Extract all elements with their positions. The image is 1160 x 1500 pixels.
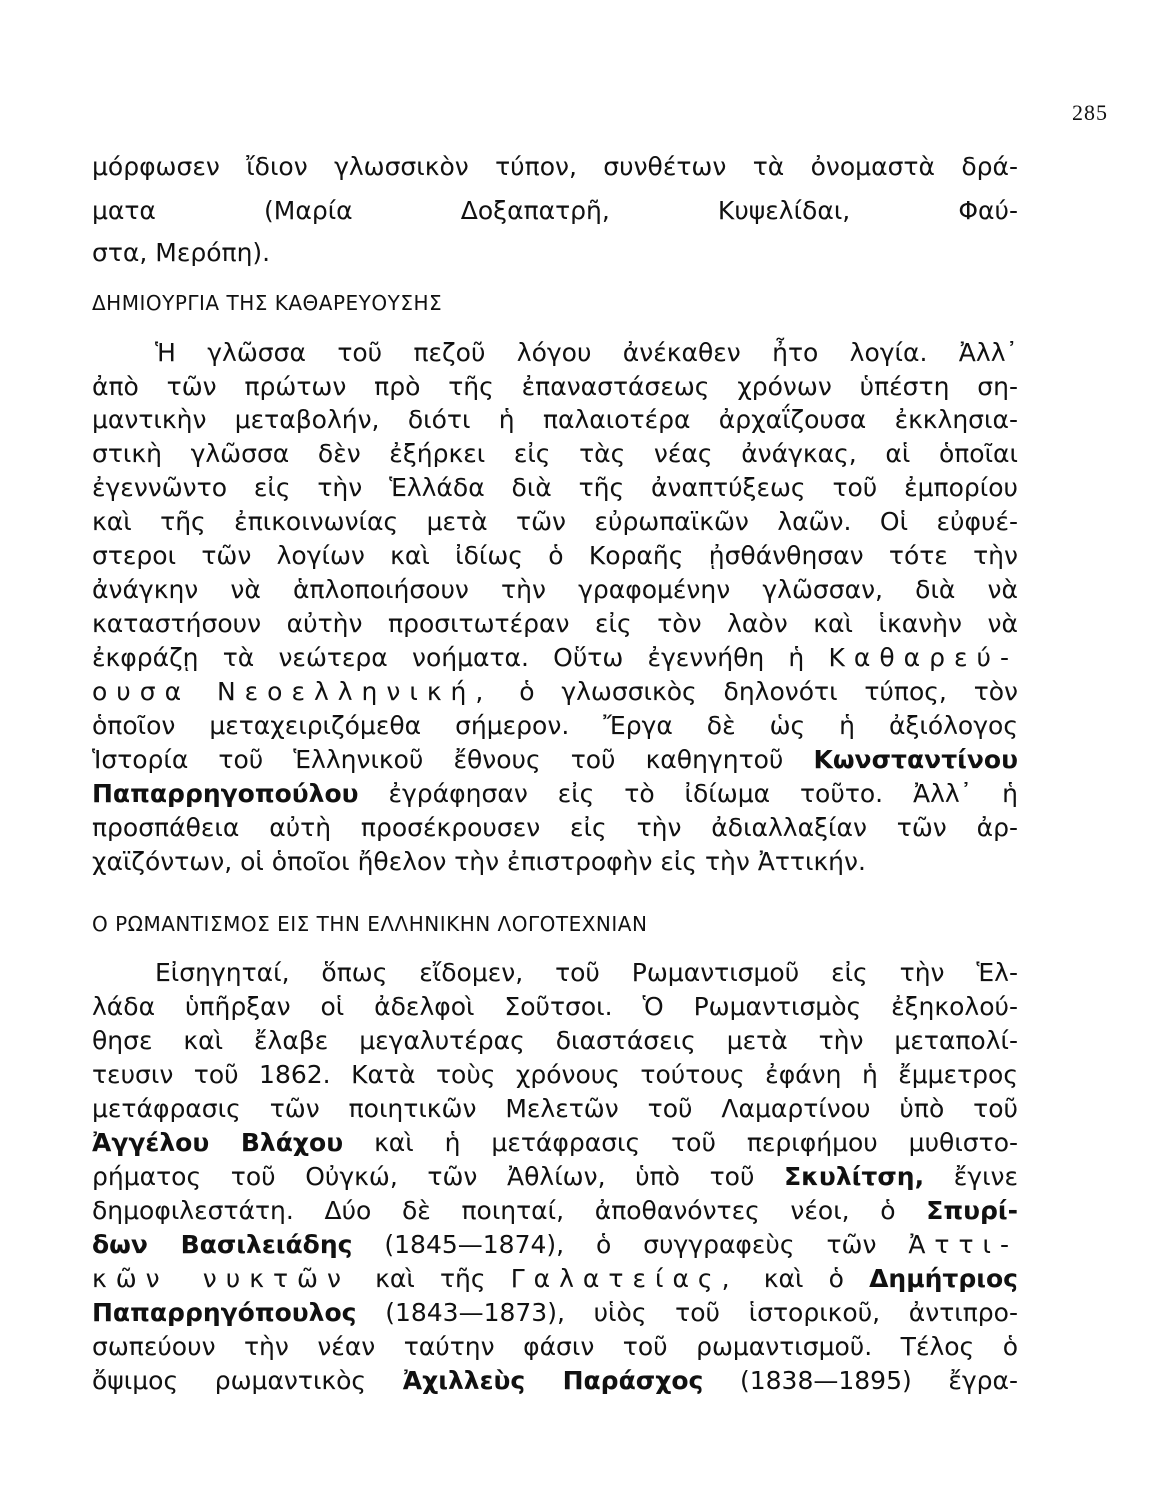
text-line: Ἡ γλῶσσα τοῦ πεζοῦ λόγου ἀνέκαθεν ἦτο λογία. Ἀλλ᾽ [155, 338, 1018, 367]
spaced-term: Γαλατείας, [510, 1264, 739, 1293]
text-line: ὁποῖον μεταχειριζόμεθα σήμερον. Ἔργα δὲ ὡς ἡ ἀξιόλογος [92, 711, 1018, 740]
bold-name: δων Βασιλειάδης [92, 1230, 353, 1259]
text-line: ἀνάγκην νὰ ἁπλοποιήσουν τὴν γραφομένην γλῶσσαν, διὰ νὰ [92, 575, 1018, 604]
text-fragment: ὁ γλωσσικὸς δηλονότι τύπος, τὸν [519, 677, 1018, 706]
text-fragment: (1843—1873), υἱὸς τοῦ ἱστορικοῦ, ἀντιπρο- [385, 1298, 1018, 1327]
text-line: μετάφρασις τῶν ποιητικῶν Μελετῶν τοῦ Λαμαρτίνου ὑπὸ τοῦ [92, 1094, 1018, 1123]
text-line: στα, Μερόπη). [92, 238, 271, 267]
bold-name: Σκυλίτση, [784, 1162, 925, 1191]
text-fragment: ἔγινε [953, 1162, 1018, 1191]
spaced-term: Νεοελληνική, [216, 677, 493, 706]
text-line: σωπεύουν τὴν νέαν ταύτην φάσιν τοῦ ρωμαντισμοῦ. Τέλος ὁ [92, 1332, 1018, 1361]
bold-name: Κωνσταντίνου [813, 745, 1018, 774]
text-line: ἀπὸ τῶν πρώτων πρὸ τῆς ἐπαναστάσεως χρόνων ὑπέστη ση- [92, 372, 1018, 401]
text-line: Εἰσηγηταί, ὅπως εἴδομεν, τοῦ Ρωμαντισμοῦ εἰς τὴν Ἑλ- [155, 958, 1018, 987]
bold-name: Σπυρί- [926, 1196, 1018, 1225]
section-heading: ΔΗΜΙΟΥΡΓΙΑ ΤΗΣ ΚΑΘΑΡΕΥΟΥΣΗΣ [92, 291, 443, 315]
bold-name: Ἀγγέλου Βλάχου [92, 1128, 344, 1157]
text-line [92, 675, 1018, 709]
spaced-term: ουσα [92, 677, 191, 706]
text-line [92, 1296, 1018, 1330]
text-line [92, 1160, 1018, 1194]
text-fragment: ἐκφράζῃ τὰ νεώτερα νοήματα. Οὕτω ἐγεννήθη ἡ [92, 643, 805, 672]
text-line [92, 1228, 1018, 1262]
text-line [92, 743, 1018, 777]
text-line [92, 1364, 1018, 1398]
text-line: ματα (Μαρία Δοξαπατρῆ, Κυψελίδαι, Φαύ- [92, 196, 1018, 225]
text-fragment: (1838—1895) ἔγρα- [739, 1366, 1018, 1395]
text-line [92, 1194, 1018, 1228]
spaced-term: Ἀττι- [908, 1230, 1018, 1259]
text-fragment: ὄψιμος ρωμαντικὸς [92, 1366, 367, 1395]
text-fragment: καὶ ὁ [763, 1264, 844, 1293]
text-line: στικὴ γλῶσσα δὲν ἐξήρκει εἰς τὰς νέας ἀνάγκας, αἱ ὁποῖαι [92, 439, 1018, 468]
bold-name: Δημήτριος [869, 1264, 1018, 1293]
text-fragment: (1845—1874), ὁ συγγραφεὺς τῶν [384, 1230, 877, 1259]
text-line [92, 1126, 1018, 1160]
bold-name: Ἀχιλλεὺς Παράσχος [402, 1366, 704, 1395]
text-fragment: καὶ τῆς [375, 1264, 486, 1293]
text-line: καὶ τῆς ἐπικοινωνίας μετὰ τῶν εὐρωπαϊκῶν λαῶν. Οἱ εὐφυέ- [92, 507, 1018, 536]
text-fragment: δημοφιλεστάτη. Δύο δὲ ποιηταί, ἀποθανόντες νέοι, ὁ [92, 1196, 896, 1225]
text-line [92, 777, 1018, 811]
section-heading: Ο ΡΩΜΑΝΤΙΣΜΟΣ ΕΙΣ ΤΗΝ ΕΛΛΗΝΙΚΗΝ ΛΟΓΟΤΕΧΝΙΑΝ [92, 912, 648, 936]
text-fragment: καὶ ἡ μετάφρασις τοῦ περιφήμου μυθιστο- [374, 1128, 1018, 1157]
page-number: 285 [1072, 100, 1108, 125]
text-line: μόρφωσεν ἴδιον γλωσσικὸν τύπον, συνθέτων τὰ ὀνομαστὰ δρά- [92, 152, 1018, 181]
text-fragment: ἐγράφησαν εἰς τὸ ἰδίωμα τοῦτο. Ἀλλ᾽ ἡ [388, 779, 1018, 808]
bold-name: Παπαρρηγόπουλος [92, 1298, 357, 1327]
spaced-term: Καθαρεύ- [828, 643, 1018, 672]
text-fragment: ρήματος τοῦ Οὐγκώ, τῶν Ἀθλίων, ὑπὸ τοῦ [92, 1162, 755, 1191]
bold-name: Παπαρρηγοπούλου [92, 779, 359, 808]
text-line: λάδα ὑπῆρξαν οἱ ἀδελφοὶ Σοῦτσοι. Ὁ Ρωμαντισμὸς ἐξηκολού- [92, 992, 1018, 1021]
text-line: μαντικὴν μεταβολήν, διότι ἡ παλαιοτέρα ἀρχαΐζουσα ἐκκλησια- [92, 405, 1018, 434]
text-line: προσπάθεια αὐτὴ προσέκρουσεν εἰς τὴν ἀδιαλλαξίαν τῶν ἀρ- [92, 813, 1018, 842]
text-line: ἐγεννῶντο εἰς τὴν Ἑλλάδα διὰ τῆς ἀναπτύξεως τοῦ ἐμπορίου [92, 473, 1018, 502]
spaced-term: κῶν νυκτῶν [92, 1264, 350, 1293]
text-line: στεροι τῶν λογίων καὶ ἰδίως ὁ Κοραῆς ᾐσθάνθησαν τότε τὴν [92, 541, 1018, 570]
text-fragment: Ἱστορία τοῦ Ἑλληνικοῦ ἔθνους τοῦ καθηγητοῦ [92, 745, 784, 774]
text-line [92, 194, 1018, 228]
text-line: καταστήσουν αὐτὴν προσιτωτέραν εἰς τὸν λαὸν καὶ ἱκανὴν νὰ [92, 609, 1018, 638]
text-line [92, 1262, 1018, 1296]
text-line [92, 641, 1018, 675]
text-line: χαϊζόντων, οἱ ὁποῖοι ἤθελον τὴν ἐπιστροφὴν εἰς τὴν Ἀττικήν. [92, 847, 866, 876]
text-line: θησε καὶ ἔλαβε μεγαλυτέρας διαστάσεις μετὰ τὴν μεταπολί- [92, 1026, 1018, 1055]
text-line: τευσιν τοῦ 1862. Κατὰ τοὺς χρόνους τούτους ἐφάνη ἡ ἔμμετρος [92, 1060, 1018, 1089]
